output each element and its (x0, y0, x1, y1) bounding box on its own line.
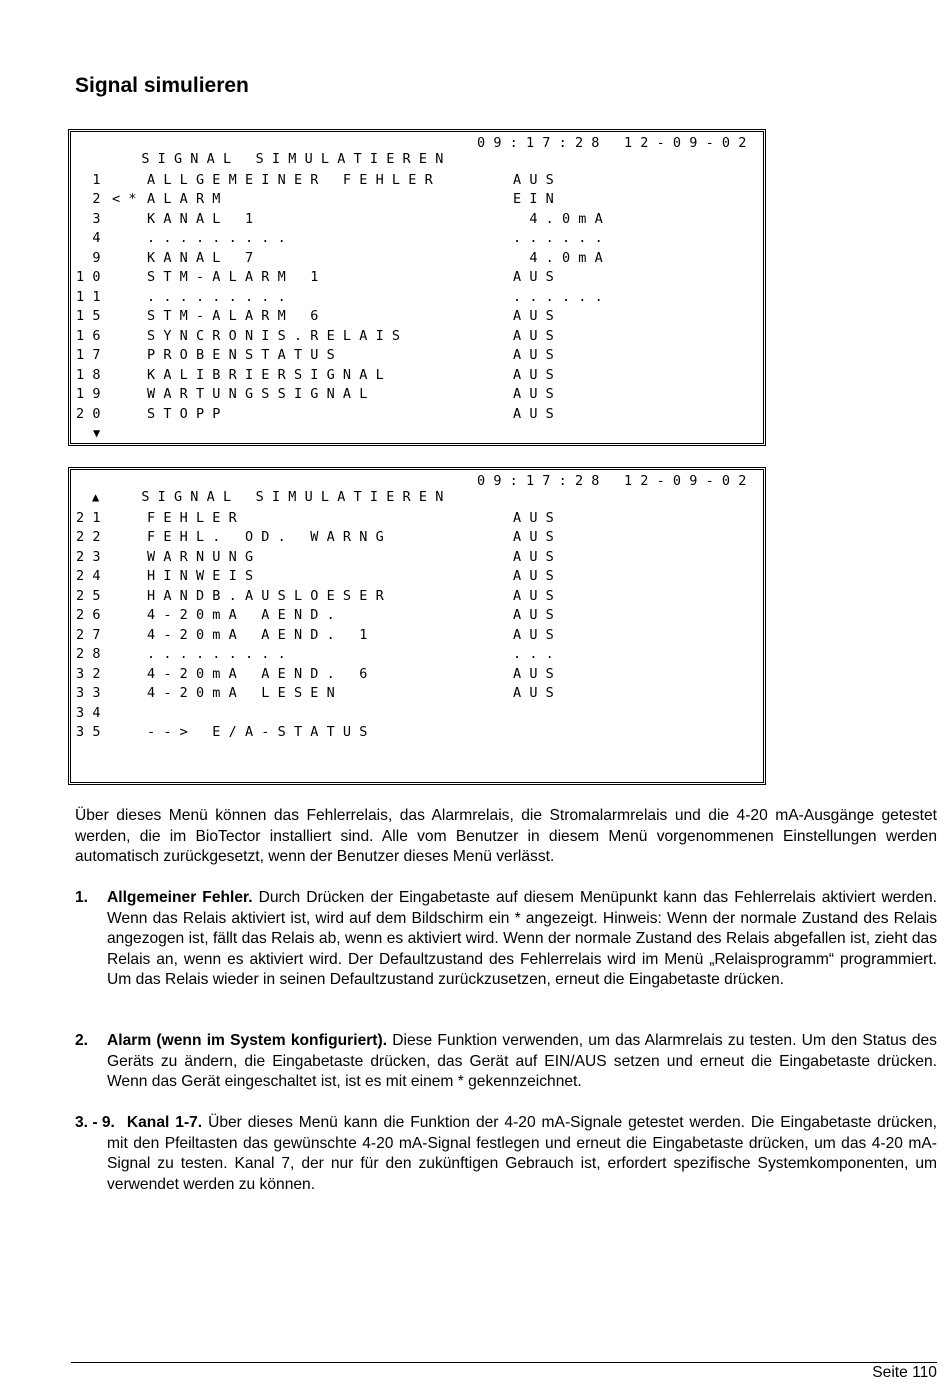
row-number: 28 (76, 646, 109, 662)
row-number: 19 (76, 386, 109, 402)
row-label: WARTUNGSSIGNAL (147, 386, 376, 402)
row-label: PROBENSTATUS (147, 347, 343, 363)
triangle-up-icon: ▲ (92, 490, 100, 504)
row-value: AUS (513, 568, 562, 584)
row-value: ... (513, 646, 562, 662)
row-value: 4.0mA (513, 210, 611, 227)
row-number: 2 (76, 191, 109, 207)
row-value: AUS (513, 327, 562, 344)
row-value: AUS (513, 607, 562, 623)
row-value: AUS (513, 405, 562, 422)
triangle-down-icon: ▼ (93, 426, 101, 440)
row-value: AUS (513, 509, 562, 526)
intro-paragraph: Über dieses Menü können das Fehlerrelais, das Alarmrelais, die Stromalarmrelais und die 4-20 mA-Ausgänge getestet werden, die im BioTector installiert sind. Alle vom Benutzer in diesem Menü vorgenommenen Einstellungen werden automatisch zurückgesetzt, wenn der Benutzer dieses Menü verlässt. (75, 807, 937, 865)
row-number: 20 (76, 405, 109, 422)
screen-timestamp: 09:17:28 12-09-02 (477, 135, 755, 151)
row-value: AUS (513, 529, 562, 545)
list-item (75, 1031, 937, 1093)
page-title: Signal simulieren (75, 74, 249, 97)
row-label: ......... (147, 230, 294, 246)
row-number: 4 (76, 230, 109, 246)
row-label: WARNUNG (147, 548, 262, 565)
item-heading: Allgemeiner Fehler. (107, 889, 253, 906)
row-value: 4.0mA (513, 249, 611, 266)
row-number: 3 (76, 210, 109, 227)
item-heading: Kanal 1-7. (126, 1114, 203, 1131)
item-number: 1. (75, 889, 89, 906)
row-value: AUS (513, 366, 562, 383)
row-label: STM-ALARM 6 (147, 308, 327, 324)
row-number: 16 (76, 327, 109, 344)
row-value: AUS (513, 347, 562, 363)
row-value: AUS (513, 548, 562, 565)
row-label: ALARM (147, 191, 229, 207)
row-value: AUS (513, 587, 562, 604)
row-label: KANAL 7 (147, 249, 262, 266)
row-value: AUS (513, 626, 562, 643)
row-number: 34 (76, 704, 109, 721)
item-number: 3. - 9. (75, 1114, 115, 1131)
item-heading: Alarm (wenn im System konfiguriert). (107, 1032, 388, 1049)
row-label: HANDB.AUSLOESER (147, 587, 392, 604)
lcd-screen-2 (68, 467, 766, 785)
row-number: 17 (76, 347, 109, 363)
row-value: ...... (513, 230, 611, 246)
row-label: FEHL. OD. WARNG (147, 529, 392, 545)
row-value: AUS (513, 665, 562, 682)
row-value: AUS (513, 685, 562, 701)
row-number: 26 (76, 607, 109, 623)
row-number: 18 (76, 366, 109, 383)
row-number: 33 (76, 685, 109, 701)
row-label: --> E/A-STATUS (147, 724, 376, 740)
screen-title: SIGNAL SIMULATIEREN (141, 151, 452, 167)
page-number: Seite 110 (872, 1364, 937, 1381)
row-number: 23 (76, 548, 109, 565)
row-number: 35 (76, 724, 109, 740)
list-item (75, 1113, 937, 1195)
list-item (75, 888, 937, 991)
row-label: ALLGEMEINER FEHLER (147, 171, 441, 188)
row-number: 1 (76, 171, 109, 188)
row-value: AUS (513, 386, 562, 402)
row-number: 21 (76, 509, 109, 526)
item-text: Diese Funktion verwenden, um das Alarmrelais zu testen. Um den Status des Geräts zu ändern, die Eingabetaste drücken, das Gerät auf EIN/AUS setzen und erneut die Eingabetaste drücken. Wenn das Gerät eingeschaltet ist, ist es mit einem * gekennzeichnet. (107, 1032, 937, 1090)
row-number: 10 (76, 269, 109, 285)
row-value: AUS (513, 171, 562, 188)
row-label: KANAL 1 (147, 210, 262, 227)
lcd-screen-1 (68, 129, 766, 446)
row-number: 11 (76, 288, 109, 305)
row-value: EIN (513, 191, 562, 207)
item-text: Durch Drücken der Eingabetaste auf diesem Menüpunkt kann das Fehlerrelais aktiviert werden. Wenn das Relais aktiviert ist, wird auf dem Bildschirm ein * angezeigt. Hinweis: Wenn der normale Zustand des Relais angezogen ist, fällt das Relais ab, wenn es aktiviert wird. Wenn der normale Zustand des Relais abgefallen ist, zieht das Relais an, wenn es aktiviert wird. Der Defaultzustand des Fehlerrelais wird im Menü „Relaisprogramm“ programmiert. Um das Relais wieder in seinen Defaultzustand zurückzusetzen, erneut die Eingabetaste drücken. (107, 889, 937, 988)
row-label: SYNCRONIS.RELAIS (147, 327, 409, 344)
row-value: AUS (513, 269, 562, 285)
row-number: 25 (76, 587, 109, 604)
row-number: 22 (76, 529, 109, 545)
row-number: 15 (76, 308, 109, 324)
row-number: 32 (76, 665, 109, 682)
row-number: 9 (76, 249, 109, 266)
row-label: STOPP (147, 405, 229, 422)
row-label: 4-20mA LESEN (147, 685, 343, 701)
row-value: AUS (513, 308, 562, 324)
row-number: 27 (76, 626, 109, 643)
row-value: ...... (513, 288, 611, 305)
row-marker: <* (112, 191, 145, 207)
row-label: FEHLER (147, 509, 245, 526)
item-text: Über dieses Menü kann die Funktion der 4-20 mA-Signale getestet werden. Die Eingabetaste drücken, mit den Pfeiltasten das gewünschte 4-20 mA-Signal festlegen und erneut die Eingabetaste drücken, um das 4-20 mA-Signal zu testen. Kanal 7, der nur für den zukünftigen Gebrauch ist, erfordert spezifische Systemkomponenten, um verwendet werden zu können. (107, 1114, 937, 1193)
row-label: STM-ALARM 1 (147, 269, 327, 285)
row-label: ......... (147, 288, 294, 305)
row-label: ......... (147, 646, 294, 662)
item-number: 2. (75, 1032, 89, 1049)
footer-divider (71, 1362, 937, 1363)
row-label: 4-20mA AEND. 6 (147, 665, 376, 682)
screen-timestamp: 09:17:28 12-09-02 (477, 473, 755, 489)
row-label: HINWEIS (147, 568, 262, 584)
row-label: 4-20mA AEND. (147, 607, 343, 623)
row-label: 4-20mA AEND. 1 (147, 626, 376, 643)
row-number: 24 (76, 568, 109, 584)
screen-title: SIGNAL SIMULATIEREN (141, 489, 452, 505)
row-label: KALIBRIERSIGNAL (147, 366, 392, 383)
